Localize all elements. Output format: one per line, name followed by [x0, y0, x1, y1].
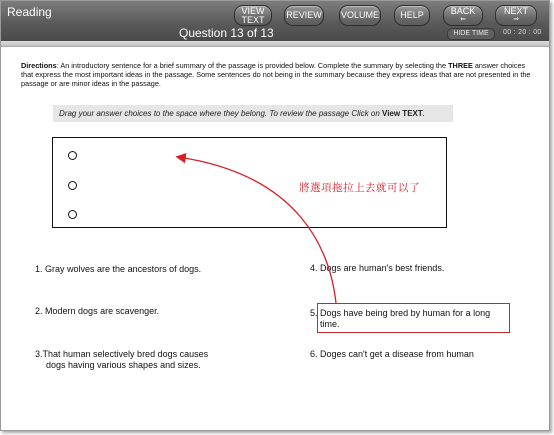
- choice-number: 2.: [35, 306, 43, 316]
- drag-instruction: [53, 105, 453, 122]
- answer-choice-5[interactable]: [310, 308, 490, 330]
- drop-slot-2[interactable]: [68, 181, 77, 190]
- directions-emphasis: THREE: [448, 61, 473, 70]
- view-text-link[interactable]: View TEXT: [382, 109, 423, 118]
- choice-text: Gray wolves are the ancestors of dogs.: [45, 264, 202, 274]
- section-title: Reading: [7, 5, 52, 19]
- choice-text-line1: That human selectively bred dogs causes: [42, 349, 209, 359]
- question-counter: Question 13 of 13: [179, 26, 274, 40]
- choice-text: Doges can't get a disease from human: [320, 349, 474, 359]
- answer-choice-3[interactable]: [35, 349, 208, 371]
- directions-label: Directions: [21, 61, 57, 70]
- annotation-hint: 將選項拖拉上去就可以了: [299, 182, 420, 194]
- answer-choice-6[interactable]: [310, 349, 474, 360]
- arrow-right-icon: ⇒: [513, 16, 519, 23]
- volume-button[interactable]: VOLUME: [339, 5, 381, 26]
- drag-instruction-text: Drag your answer choices to the space where they belong. To review the passage Click on: [59, 109, 382, 118]
- back-button[interactable]: [443, 5, 483, 26]
- top-toolbar: [1, 1, 550, 41]
- choice-number: 1.: [35, 264, 43, 274]
- next-button[interactable]: [495, 5, 537, 26]
- next-label: NEXT: [503, 6, 528, 16]
- directions-body-1: : An introductory sentence for a brief summary of the passage is provided below. Complete the summary by selecting the: [56, 61, 449, 70]
- choice-number: 5.: [310, 308, 318, 318]
- hide-time-button[interactable]: HIDE TIME: [447, 28, 495, 40]
- drop-slot-3[interactable]: [68, 210, 77, 219]
- arrow-left-icon: ⇐: [460, 16, 466, 23]
- answer-choice-4[interactable]: [310, 263, 444, 274]
- back-label: BACK: [450, 6, 476, 16]
- choice-number: 4.: [310, 263, 318, 273]
- answer-choice-2[interactable]: [35, 306, 159, 317]
- choice-text-line1: Dogs have being bred by human for a long: [320, 308, 491, 318]
- choice-text-line2: dogs having various shapes and sizes.: [46, 360, 201, 370]
- view-text-button[interactable]: [234, 5, 272, 26]
- review-button[interactable]: REVIEW: [284, 5, 324, 26]
- answer-choice-1[interactable]: [35, 264, 201, 275]
- choice-text: Dogs are human's best friends.: [320, 263, 445, 273]
- view-text-label-line2: TEXT: [241, 15, 265, 25]
- directions-body-2: answer choices that express the most important ideas in the passage. Some sentences do not being in the summary because they express ideas that are not presented in the passage or are minor ideas in the passage.: [21, 61, 531, 88]
- countdown-timer: 00 : 20 : 00: [503, 29, 542, 36]
- directions-text: [21, 61, 533, 88]
- help-button[interactable]: HELP: [394, 5, 430, 26]
- view-text-label-line1: VIEW: [241, 6, 265, 16]
- choice-text-line2: time.: [320, 319, 340, 329]
- choice-number: 6.: [310, 349, 318, 359]
- choice-number: 3.: [35, 349, 43, 359]
- choice-text: Modern dogs are scavenger.: [45, 306, 160, 316]
- drop-slot-1[interactable]: [68, 151, 77, 160]
- toolbar-shadow-bar: [1, 41, 550, 47]
- drag-instruction-end: .: [422, 109, 425, 118]
